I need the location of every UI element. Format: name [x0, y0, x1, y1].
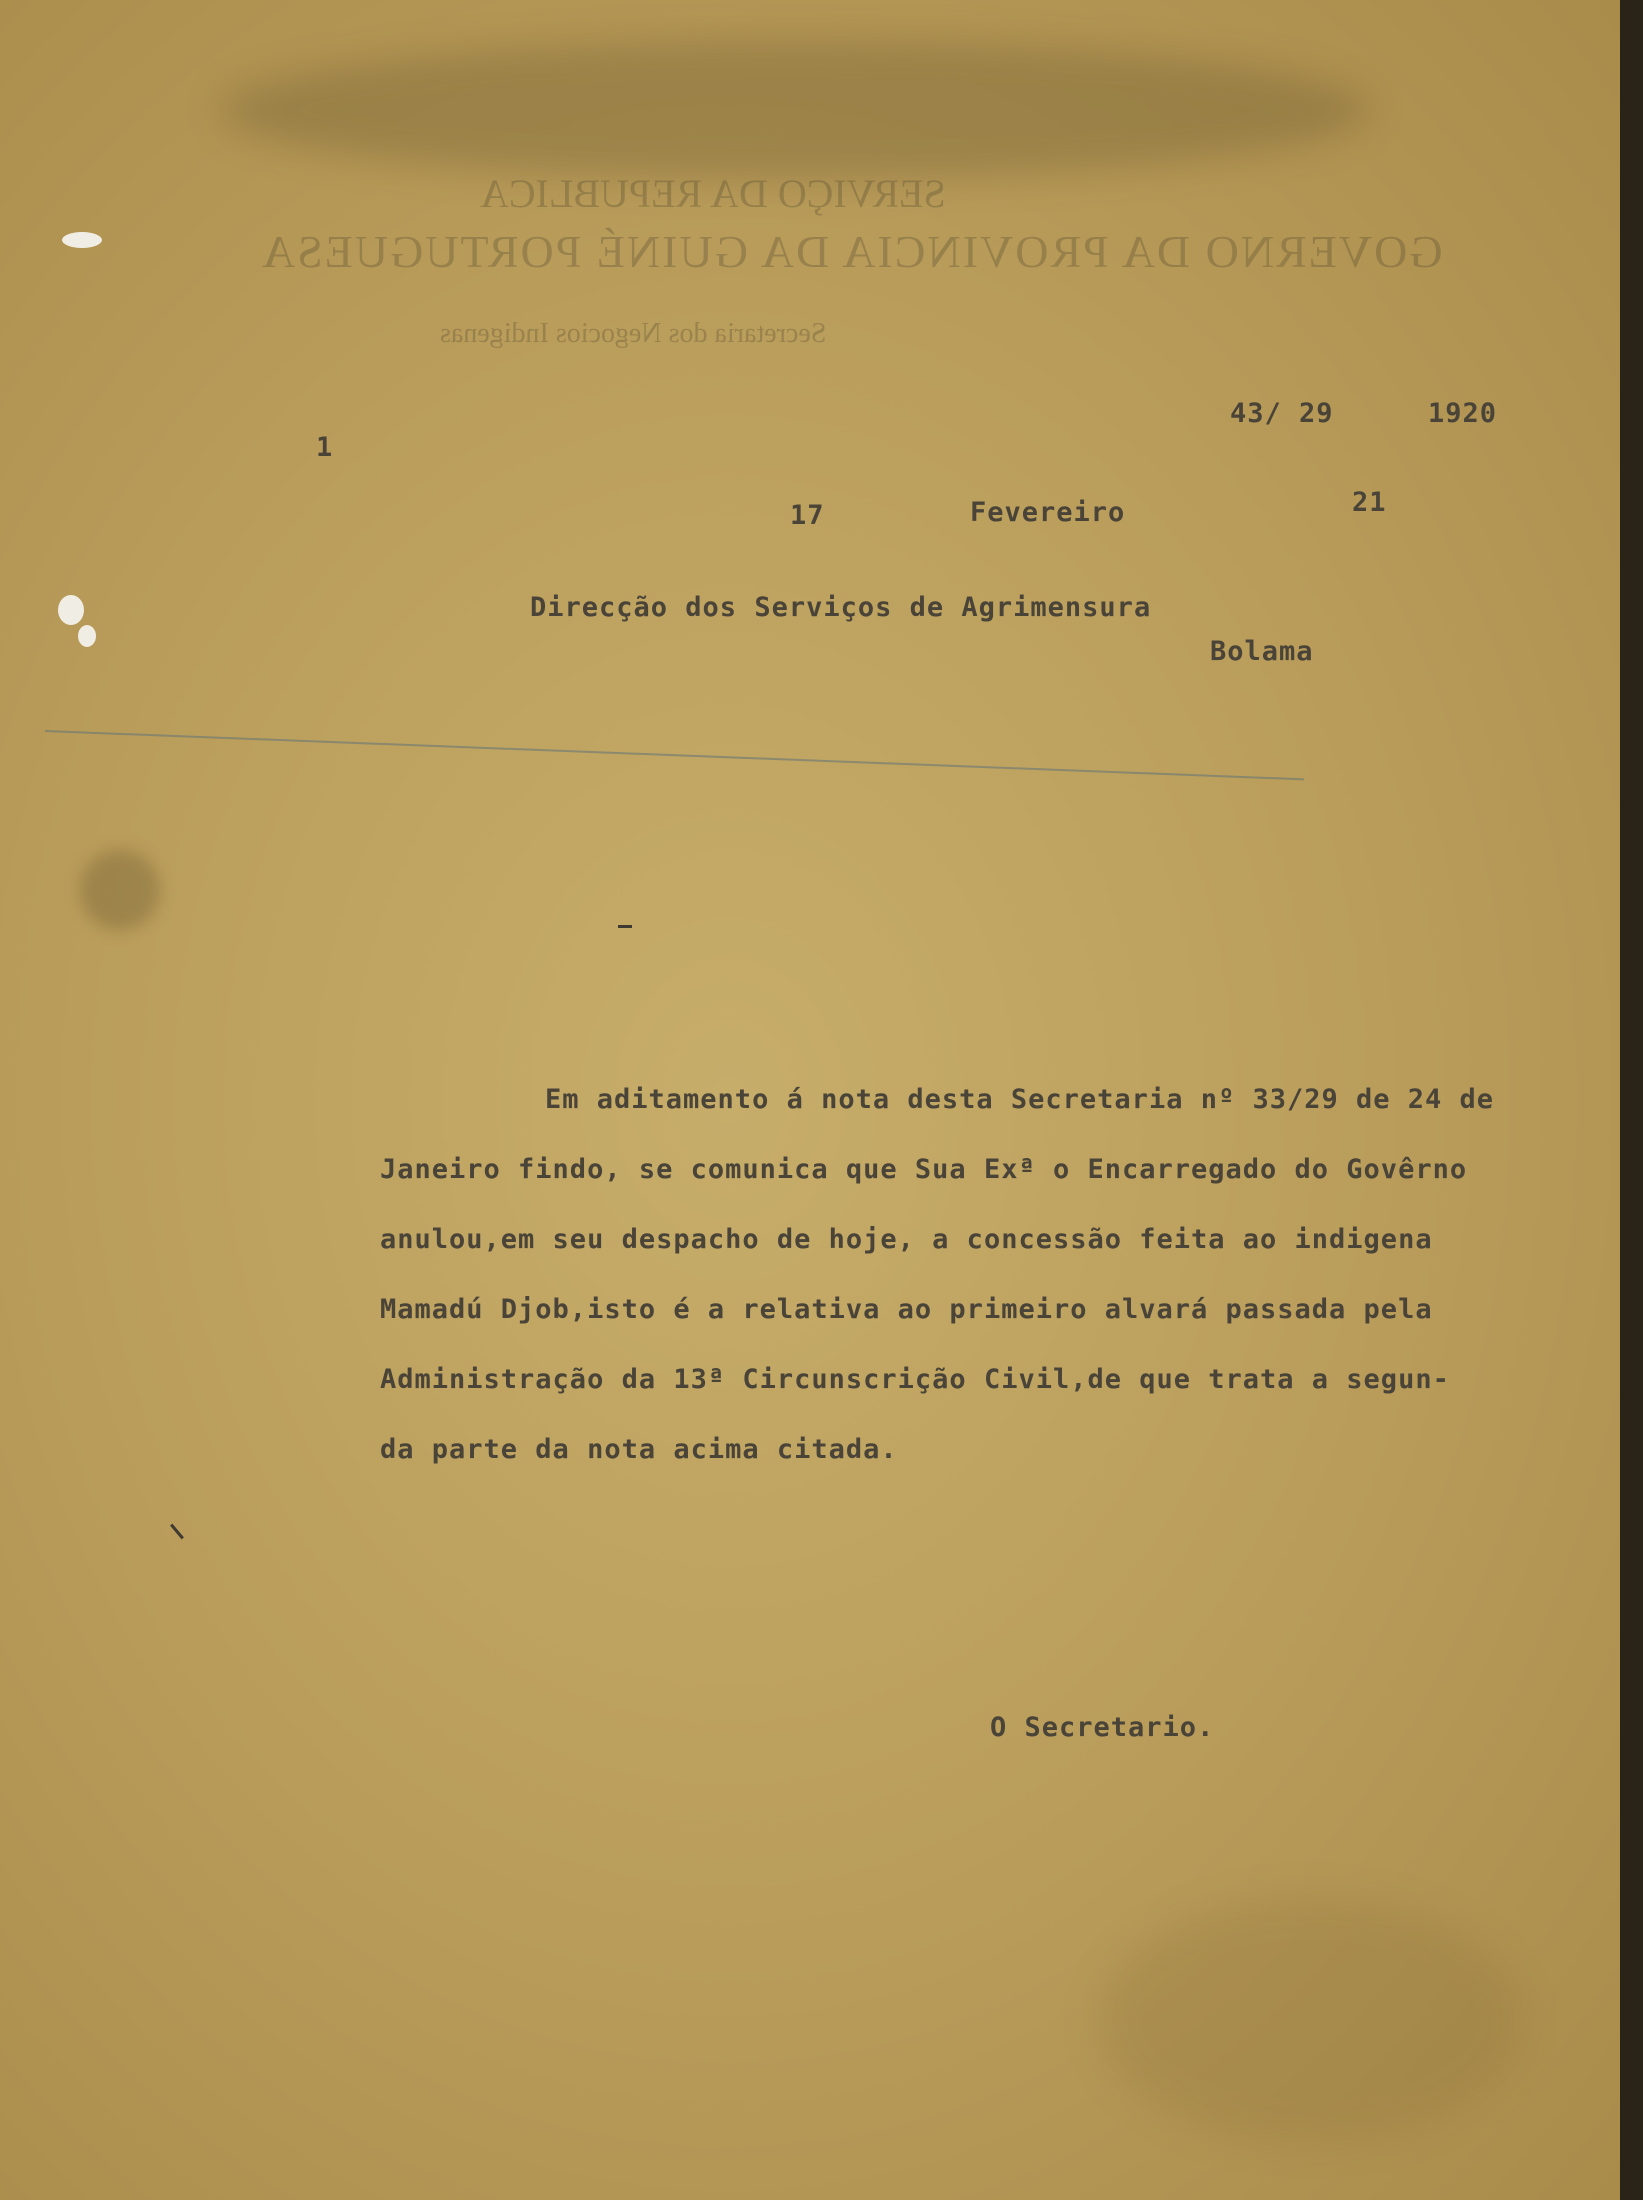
body-line: da parte da nota acima citada.	[380, 1434, 898, 1465]
punch-hole	[58, 595, 84, 625]
body-line: Mamadú Djob,isto é a relativa ao primeiro alvará passada pela	[380, 1294, 1433, 1325]
letter-body	[380, 1065, 1620, 1485]
punch-hole	[78, 625, 96, 647]
date-year-suffix: 21	[1352, 487, 1387, 518]
date-month: Fevereiro	[970, 497, 1126, 528]
letterhead-bleed-through: SERVIÇO DA REPUBLICA	[480, 171, 946, 216]
punch-hole	[62, 232, 102, 248]
water-stain-left	[80, 850, 160, 930]
signature-line: O Secretario.	[990, 1712, 1215, 1743]
body-line: Administração da 13ª Circunscrição Civil,de que trata a segun-	[380, 1364, 1450, 1395]
letterhead-bleed-through: Secretaria dos Negocios Indigenas	[440, 318, 827, 349]
water-stain-top	[220, 40, 1370, 180]
reference-number: 43/ 29	[1230, 398, 1334, 429]
header-rule	[45, 730, 1304, 780]
copy-count: 1	[316, 432, 334, 463]
body-line: anulou,em seu despacho de hoje, a concessão feita ao indigena	[380, 1224, 1433, 1255]
recipient-name: Direcção dos Serviços de Agrimensura	[530, 592, 1152, 623]
stray-mark	[618, 925, 632, 928]
stray-mark	[170, 1524, 184, 1540]
date-day: 17	[790, 500, 825, 531]
body-line: Janeiro findo, se comunica que Sua Exª o Encarregado do Govêrno	[380, 1154, 1468, 1185]
body-line: Em aditamento á nota desta Secretaria nº 33/29 de 24 de	[545, 1084, 1495, 1115]
letterhead-bleed-through: GOVERNO DA PROVINCIA DA GUINÉ PORTUGUESA	[260, 226, 1443, 277]
water-stain-bottom	[1100, 1900, 1520, 2140]
recipient-place: Bolama	[1210, 636, 1314, 667]
reference-year: 1920	[1428, 398, 1498, 429]
